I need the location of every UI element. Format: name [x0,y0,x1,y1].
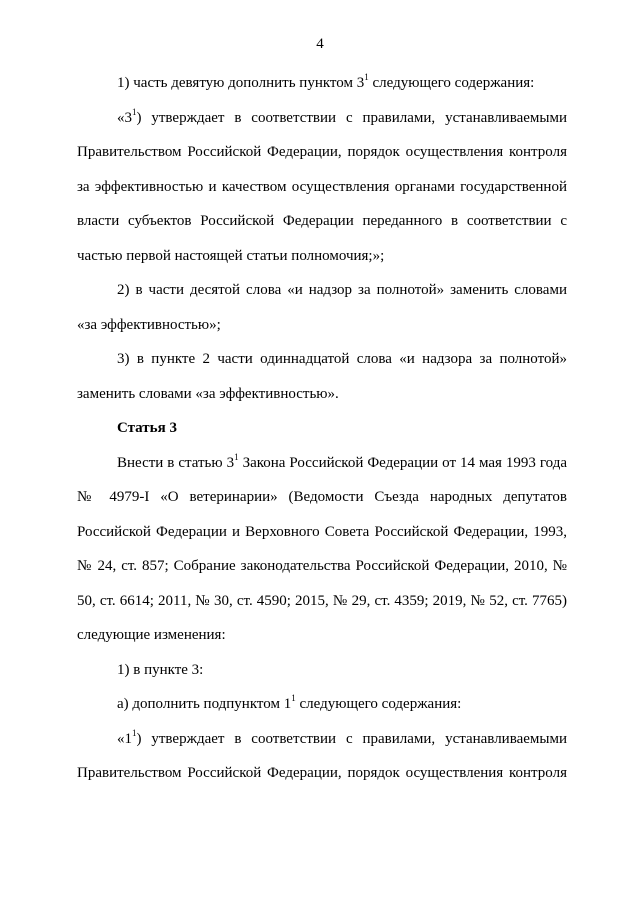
paragraph-7-text-end: следующего содержания: [295,696,462,712]
paragraph-6: 1) в пункте 3: [117,661,204,678]
paragraph-2-text-end: ) утверждает в соответствии с правилами, устанавливаемыми Правительством Российской Федерации, порядок осуществления контроля за эффективностью и качеством осуществления органами государственной власти субъектов Российской Федерации переданного в соответствии с частью первой настоящей статьи полномочия;»; [77,109,567,264]
paragraph-7 [77,687,567,722]
paragraph-3: 2) в части десятой слова «и надзор за полнотой» заменить словами «за эффективностью»; [77,282,567,333]
superscript: 1 [132,106,137,117]
paragraph-1-text: 1) часть девятую дополнить пунктом 3 [117,75,365,91]
paragraph-5-text-end: Закона Российской Федерации от 14 мая 1993 года № 4979-I «О ветеринарии» (Ведомости Съезда народных депутатов Российской Федерации и Верховного Совета Российской Федерации, 1993, № 24, ст. 857; Собрание законодательства Российской Федерации, 2010, № 50, ст. 6614; 2011, № 30, ст. 4590; 2015, № 29, ст. 4359; 2019, № 52, ст. 7765) следующие изменения: [77,454,567,643]
paragraph-8 [77,722,567,791]
superscript: 1 [234,451,239,462]
article-heading: Статья 3 [117,420,177,436]
paragraph-8-text-end: ) утверждает в соответствии с правилами, устанавливаемыми Правительством Российской Федерации, порядок осуществления контроля [77,730,567,781]
paragraph-2-text: «3 [117,109,132,126]
paragraph-5 [77,446,567,653]
paragraph-1 [77,66,567,101]
document-body [77,66,567,791]
paragraph-2 [77,101,567,274]
paragraph-5-text: Внести в статью 3 [117,454,235,471]
paragraph-7-text: а) дополнить подпунктом 1 [117,696,292,712]
paragraph-8-text: «1 [117,730,132,747]
superscript: 1 [364,72,369,82]
page-number: 4 [316,36,324,52]
paragraph-1-text-end: следующего содержания: [368,75,535,91]
superscript: 1 [291,693,296,703]
paragraph-4: 3) в пункте 2 части одиннадцатой слова «и надзора за полнотой» заменить словами «за эффективностью». [77,351,567,402]
superscript: 1 [132,727,137,738]
